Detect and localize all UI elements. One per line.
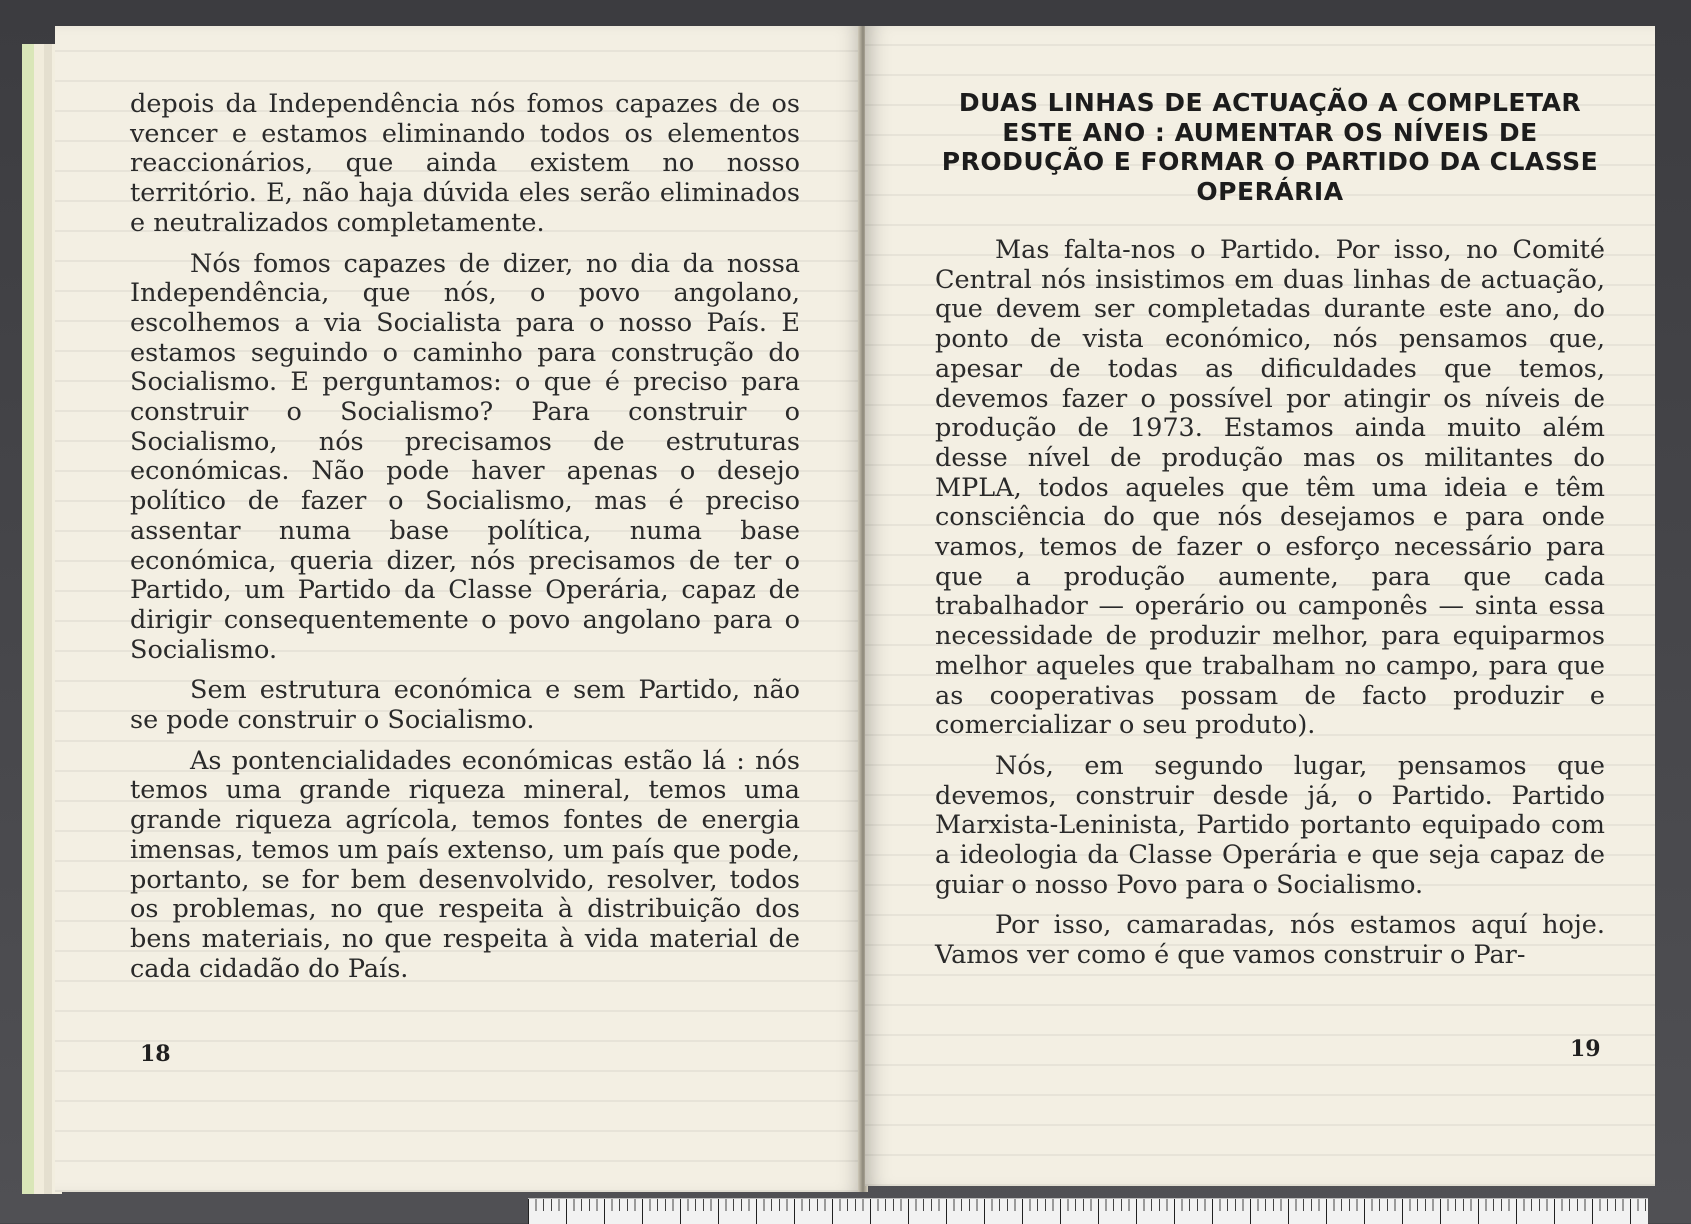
paragraph: Sem estrutura económica e sem Partido, não se pode construir o Socialismo. — [130, 675, 800, 736]
paragraph: depois da Independência nós fomos capazes de os vencer e estamos eliminando todos os elementos reaccionários, que ainda existem no nosso território. E, não haja dúvida eles serão eliminados e neutralizados completamente. — [130, 89, 800, 238]
paragraph: Por isso, camaradas, nós estamos aquí hoje. Vamos ver como é que vamos construir o Par- — [935, 910, 1605, 971]
page-number-left: 18 — [140, 1041, 171, 1067]
right-page — [865, 26, 1655, 1186]
right-page-text — [935, 236, 1605, 971]
left-page-text — [130, 90, 800, 984]
paragraph: Nós fomos capazes de dizer, no dia da nossa Independência, que nós, o povo angolano, escolhemos a via Socialista para o nosso País. E estamos seguindo o caminho para construção do Socialismo. E perguntamos: o que é preciso para construir o Socialismo? Para construir o Socialismo, nós precisamos de estruturas económicas. Não pode haver apenas o desejo político de fazer o Socialismo, mas é preciso assentar numa base política, numa base económica, queria dizer, nós precisamos de ter o Partido, um Partido da Classe Operária, capaz de dirigir consequentemente o povo angolano para o Socialismo. — [130, 248, 800, 665]
page-number-right: 19 — [1570, 1036, 1601, 1062]
paragraph: Mas falta-nos o Partido. Por isso, no Comité Central nós insistimos em duas linhas de actuação, que devem ser completadas durante este ano, do ponto de vista económico, nós pensamos que, apesar de todas as dificuldades que temos, devemos fazer o possível por atingir os níveis de produção de 1973. Estamos ainda muito além desse nível de produção mas os militantes do MPLA, todos aqueles que têm uma ideia e têm consciência do que nós desejamos e para onde vamos, temos de fazer o esforço necessário para que a produção aumente, para que cada trabalhador — operário ou camponês — sinta essa necessidade de produzir melhor, para equiparmos melhor aqueles que trabalham no campo, para que as cooperativas possam de facto produzir e comercializar o seu produto). — [935, 235, 1605, 741]
left-page — [55, 26, 863, 1192]
paragraph: Nós, em segundo lugar, pensamos que devemos, construir desde já, o Partido. Partido Marxista-Leninista, Partido portanto equipado com a ideologia da Classe Operária e que seja capaz de guiar o nosso Povo para o Socialismo. — [935, 750, 1605, 900]
paragraph: As pontencialidades económicas estão lá : nós temos uma grande riqueza mineral, temos uma grande riqueza agrícola, temos fontes de energia imensas, temos um país extenso, um país que pode, portanto, se for bem desenvolvido, resolver, todos os problemas, no que respeita à distribuição dos bens materiais, no que respeita à vida material de cada cidadão do País. — [130, 745, 800, 984]
measurement-ruler — [528, 1198, 1648, 1224]
section-heading: DUAS LINHAS DE ACTUAÇÃO A COMPLETAR ESTE ANO : AUMENTAR OS NÍVEIS DE PRODUÇÃO E FORMAR O PARTIDO DA CLASSE OPERÁRIA — [941, 88, 1599, 206]
